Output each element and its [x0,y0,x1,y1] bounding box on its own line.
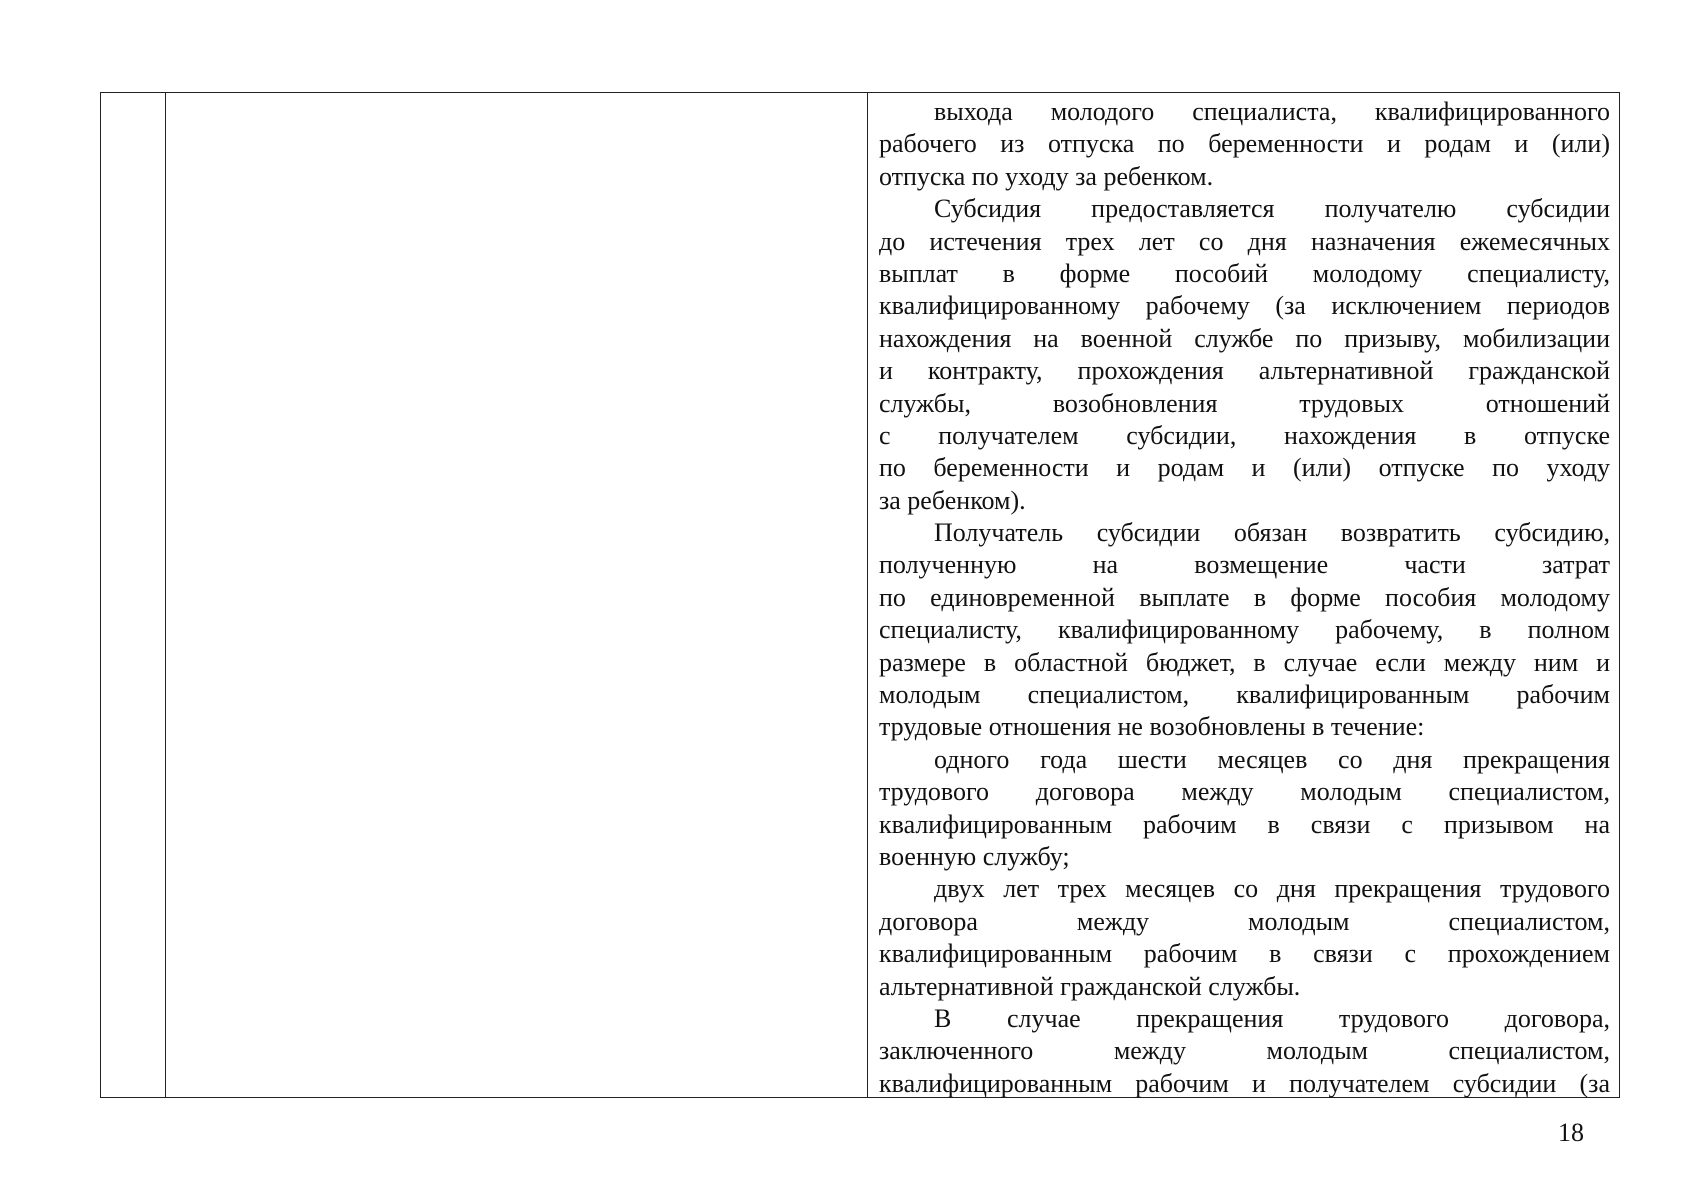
table-cell-text [879,96,1610,1100]
text-line: размере в областной бюджет, в случае если между ним и [879,647,1610,677]
text-line: полученную на возмещение части затрат [879,550,1610,580]
text-line: квалифицированным рабочим и получателем субсидии (за [879,1068,1610,1098]
text-line: заключенного между молодым специалистом, [879,1036,1610,1066]
paragraph [879,873,1610,1003]
text-line: с получателем субсидии, нахождения в отпуске [879,420,1610,450]
text-line: до истечения трех лет со дня назначения ежемесячных [879,226,1610,256]
text-line: по беременности и родам и (или) отпуске по уходу [879,453,1610,483]
text-line: квалифицированному рабочему (за исключением периодов [879,291,1610,321]
text-line: трудового договора между молодым специалистом, [879,777,1610,807]
text-line: по единовременной выплате в форме пособия молодому [879,582,1610,612]
text-line: Субсидия предоставляется получателю субсидии [934,194,1610,224]
column-divider [867,93,868,1097]
text-line: договора между молодым специалистом, [879,906,1610,936]
text-line: отпуска по уходу за ребенком. [879,161,1214,191]
paragraph [879,96,1610,193]
text-line: двух лет трех месяцев со дня прекращения трудового [934,874,1610,904]
paragraph [879,193,1610,517]
text-line: и контракту, прохождения альтернативной гражданской [879,356,1610,386]
text-line: В случае прекращения трудового договора, [934,1003,1610,1033]
text-line: Получатель субсидии обязан возвратить субсидию, [934,518,1610,548]
column-divider [165,93,166,1097]
text-line: военную службу; [879,841,1070,871]
paragraph [879,1003,1610,1100]
text-line: за ребенком). [879,485,1026,515]
paragraph [879,517,1610,744]
text-line: рабочего из отпуска по беременности и родам и (или) [879,129,1610,159]
text-line: специалисту, квалифицированному рабочему, в полном [879,615,1610,645]
page-number: 18 [1558,1118,1584,1147]
text-line: нахождения на военной службе по призыву, мобилизации [879,323,1610,353]
text-line: одного года шести месяцев со дня прекращения [934,744,1610,774]
text-line: службы, возобновления трудовых отношений [879,388,1610,418]
paragraph [879,744,1610,874]
text-line: альтернативной гражданской службы. [879,971,1301,1001]
text-line: выплат в форме пособий молодому специалисту, [879,258,1610,288]
text-line: квалифицированным рабочим в связи с прохождением [879,939,1610,969]
text-line: трудовые отношения не возобновлены в течение: [879,712,1425,742]
text-line: молодым специалистом, квалифицированным рабочим [879,680,1610,710]
text-line: выхода молодого специалиста, квалифицированного [934,97,1610,126]
text-line: квалифицированным рабочим в связи с призывом на [879,809,1610,839]
